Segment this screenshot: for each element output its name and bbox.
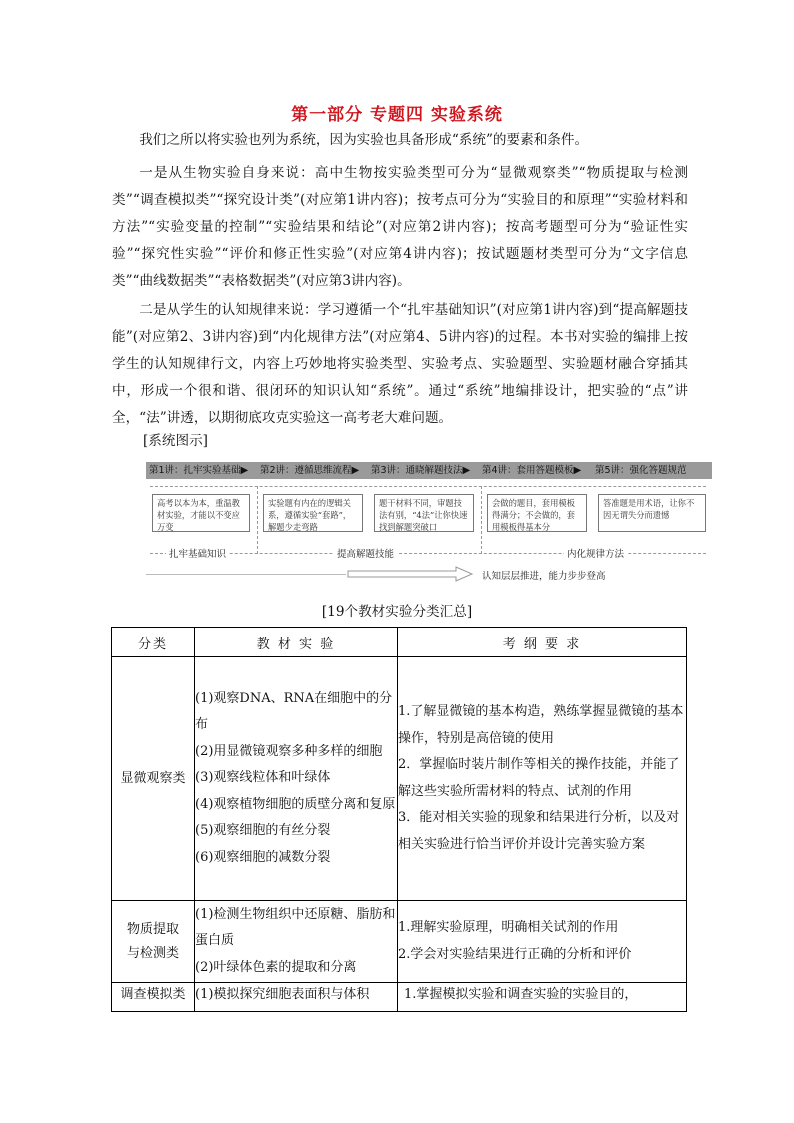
phase-1-label: 扎牢基础知识 — [166, 546, 229, 560]
requirements-cell — [398, 901, 687, 983]
experiment-item: (5)观察细胞的有丝分裂 — [195, 823, 331, 839]
requirement-item: 2.学会对实验结果进行正确的分析和评价 — [398, 946, 632, 962]
phase-2-label: 提高解题技能 — [334, 546, 397, 560]
requirement-item: 2．掌握临时装片制作等相关的操作技能，并能了解这些实验所需材料的特点、试剂的作用 — [398, 757, 680, 799]
phase-3-label: 内化规律方法 — [564, 546, 627, 560]
stage-2-description: 实验题有内在的逻辑关系，遵循实验“套路”，解题少走弯路 — [263, 494, 363, 532]
experiment-classification-paragraph: 一是从生物实验自身来说：高中生物按实验类型可分为“显微观察类”“物质提取与检测类”“调查模拟类”“探究设计类”(对应第1讲内容)；按考点可分为“实验目的和原理”“实验材料和方法”“实验变量的控制”“实验结果和结论”(对应第2讲内容)；按高考题型可分为“验证性实验”“探究性实验”“评价和修正性实验”(对应第4讲内容)；按试题题材类型可分为“文字信息类”“曲线数据类”“表格数据类”(对应第3讲内容)。 — [112, 165, 688, 289]
stage-3-label: 第3讲：通晓解题技法 — [371, 465, 463, 476]
experiment-item: (1)观察DNA、RNA在细胞中的分布 — [195, 690, 393, 733]
stage-3-description: 题干材料不同，审题技法有别，“4法”让你快速找到解题突破口 — [374, 494, 474, 532]
experiment-item: (2)用显微镜观察多种多样的细胞 — [195, 743, 383, 759]
stage-4: 第4讲：套用答题模板▶ — [479, 462, 592, 479]
phase-divider — [481, 486, 482, 554]
requirement-item: 1.掌握模拟实验和调查实验的实验目的， — [404, 987, 638, 1002]
requirements-cell — [398, 657, 687, 901]
intro-paragraph: 我们之所以将实验也列为系统，因为实验也具备形成“系统”的要素和条件。 — [139, 132, 589, 148]
experiments-cell — [195, 657, 398, 901]
experiment-item: (2)叶绿体色素的提取和分离 — [195, 959, 357, 975]
experiment-item: (4)观察植物细胞的质壁分离和复原 — [195, 796, 396, 812]
diagram-connector — [150, 486, 706, 487]
category-cell: 显微观察类 — [112, 657, 195, 901]
table-row — [112, 901, 687, 983]
progress-arrow-icon — [346, 566, 476, 582]
stage-4-description: 会做的题目，套用模板得满分；不会做的，套用模板得基本分 — [487, 494, 587, 532]
stage-4-label: 第4讲：套用答题模板 — [482, 465, 574, 476]
requirement-item: 1.了解显微镜的基本构造，熟练掌握显微镜的基本操作，特别是高倍镜的使用 — [398, 704, 684, 746]
stage-1: 第1讲：扎牢实验基础▶ — [146, 462, 257, 479]
requirements-cell — [398, 983, 687, 1012]
header-requirements: 考 纲 要 求 — [398, 628, 687, 657]
progress-line — [146, 574, 346, 575]
stage-2: 第2讲：遵循思维流程▶ — [257, 462, 368, 479]
requirement-item: 1.理解实验原理，明确相关试剂的作用 — [398, 920, 619, 935]
cognitive-law-paragraph: 二是从学生的认知规律来说：学习遵循一个“扎牢基础知识”(对应第1讲内容)到“提高解题技能”(对应第2、3讲内容)到“内化规律方法”(对应第4、5讲内容)的过程。本书对实验的编排上按学生的认知规律行文，内容上巧妙地将实验类型、实验考点、实验题型、实验题材融合穿插其中，形成一个很和谐、很闭环的知识认知“系统”。通过“系统”地编排设计，把实验的“点”讲全，“法”讲透，以期彻底攻克实验这一高考老大难问题。 — [112, 302, 688, 426]
page-title: 第一部分 专题四 实验系统 — [291, 105, 503, 125]
category-cell: 物质提取与检测类 — [112, 901, 195, 983]
stage-1-description: 高考以本为本，重温教材实验，才能以不变应万变 — [152, 494, 250, 532]
stage-5 — [592, 462, 712, 479]
header-experiments: 教 材 实 验 — [195, 628, 398, 657]
experiment-item: (3)观察线粒体和叶绿体 — [195, 770, 331, 786]
stage-3: 第3讲：通晓解题技法▶ — [368, 462, 479, 479]
table-row — [112, 983, 687, 1012]
progress-note: 认知层层推进，能力步步登高 — [482, 571, 606, 582]
experiment-summary-table — [111, 627, 687, 1012]
stage-5-description: 答准题是用术语，让你不因无谓失分而遗憾 — [598, 494, 706, 532]
system-diagram-label: [系统图示] — [143, 433, 208, 449]
requirement-item: 3．能对相关实验的现象和结果进行分析，以及对相关实验进行恰当评价并设计完善实验方案 — [398, 810, 680, 852]
phase-divider — [257, 486, 258, 554]
header-category: 分类 — [112, 628, 195, 657]
system-diagram — [146, 462, 712, 582]
table-row — [112, 657, 687, 901]
category-cell: 调查模拟类 — [112, 983, 195, 1012]
stage-2-label: 第2讲：遵循思维流程 — [260, 465, 352, 476]
table-header-row — [112, 628, 687, 657]
stage-5-label: 第5讲：强化答题规范 — [595, 465, 687, 476]
table-caption: [19个教材实验分类汇总] — [321, 604, 473, 620]
stage-1-label: 第1讲：扎牢实验基础 — [149, 465, 241, 476]
experiment-item: (1)模拟探究细胞表面积与体积 — [195, 987, 370, 1002]
experiment-item: (6)观察细胞的减数分裂 — [195, 849, 331, 865]
experiments-cell — [195, 901, 398, 983]
experiment-item: (1)检测生物组织中还原糖、脂肪和蛋白质 — [195, 906, 396, 949]
experiments-cell — [195, 983, 398, 1012]
